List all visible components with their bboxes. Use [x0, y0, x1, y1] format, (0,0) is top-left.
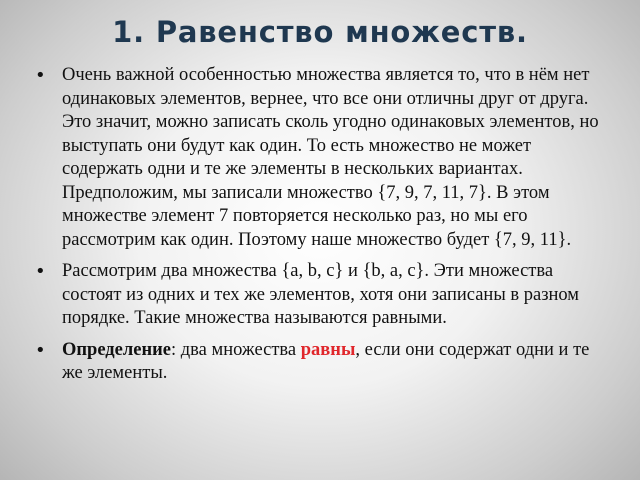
- paragraph-text: Рассмотрим два множества {a, b, c} и {b, a, c}. Эти множества состоят из одних и тех же элементов, хотя они записаны в разном порядке. Такие множества называются равными.: [62, 261, 580, 328]
- bullet-icon: •: [35, 65, 46, 86]
- definition-rest: , если они содержат одни и те же элементы.: [62, 339, 590, 383]
- bullet-item-example: [34, 260, 614, 331]
- slide-title: 1. Равенство множеств.: [112, 15, 528, 49]
- definition-text: : два множества: [171, 339, 301, 360]
- bullet-icon: •: [35, 339, 46, 361]
- bullet-list: [34, 64, 614, 394]
- bullet-item-uniqueness: [34, 64, 614, 252]
- paragraph-text: Очень важной особенностью множества является то, что в нём нет одинаковых элементов, вернее, что все они отличны друг от друга. Это значит, можно записать сколь угодно одинаковых элементов, но выступать они будут как один. То есть множество не может содержать одни и те же элементы в нескольких вариантах. Предположим, мы записали множество {7, 9, 7, 11, 7}. В этом множестве элемент 7 повторяется несколько раз, но мы его рассмотрим как один. Поэтому наше множество будет {7, 9, 11}.: [62, 65, 599, 250]
- bullet-item-definition: [34, 339, 614, 386]
- definition-accent-word: равны: [300, 339, 356, 360]
- definition-term: Определение: [62, 339, 171, 360]
- bullet-icon: •: [35, 261, 46, 282]
